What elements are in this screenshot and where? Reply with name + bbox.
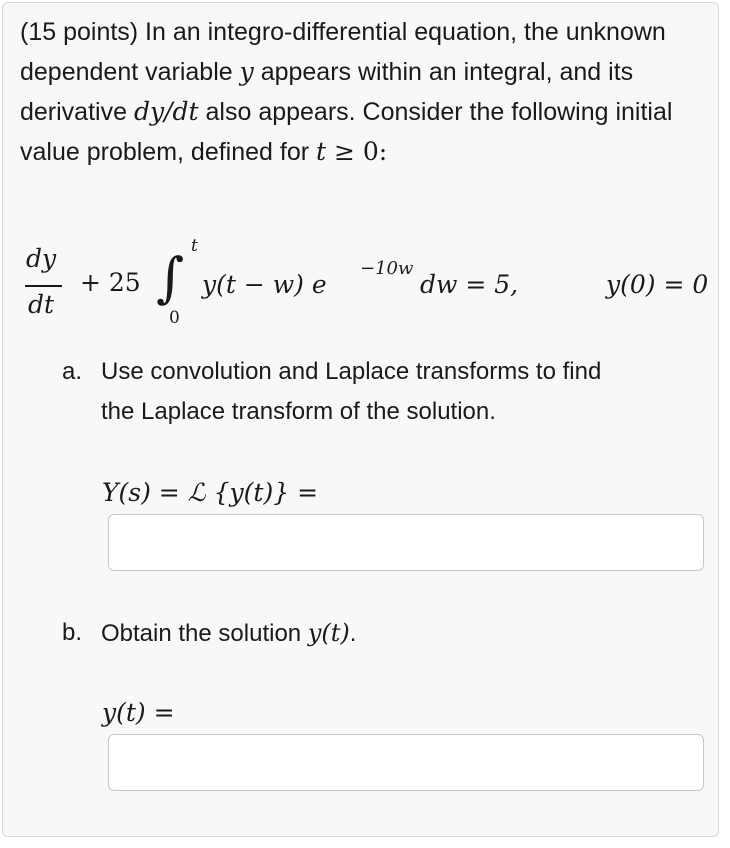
intro-math-y: y <box>239 57 254 86</box>
part-b-label: b. <box>62 619 83 646</box>
exponent: −10w <box>360 258 414 279</box>
plus-coefficient: + 25 <box>80 268 141 297</box>
integral-sign: ∫ <box>156 246 185 309</box>
part-b-math: y(t) <box>307 619 350 647</box>
part-a-text-line1: Use convolution and Laplace transforms to find <box>101 358 602 385</box>
differential-rhs: dw = 5, <box>420 270 519 299</box>
part-a-text-line2: the Laplace transform of the solution. <box>101 398 496 425</box>
intro-math-t: t <box>316 137 327 166</box>
integral-lower-limit: 0 <box>169 308 180 328</box>
integrand: y(t − w) e <box>202 270 327 299</box>
problem-statement <box>20 12 710 172</box>
fraction-bar <box>25 285 62 287</box>
integral-upper-limit: t <box>191 236 198 256</box>
fraction-numerator: dy <box>26 244 57 273</box>
intro-math-condition: ≥ 0: <box>326 137 388 166</box>
integro-differential-equation <box>22 238 728 328</box>
initial-condition: y(0) = 0 <box>606 270 709 299</box>
part-b-answer-label: y(t) = <box>102 698 175 727</box>
intro-text-2: appears within an integral, and its derivative <box>20 58 634 126</box>
part-b-text: Obtain the solution y(t). <box>101 619 357 647</box>
part-a-label: a. <box>62 358 83 385</box>
intro-text-1: (15 points) In an integro-differential equation, the unknown dependent variable <box>20 18 666 86</box>
fraction-denominator: dt <box>28 290 55 319</box>
intro-text-3: also appears. Consider the following initial value problem, defined for <box>20 98 673 166</box>
part-a-answer-label: Y(s) = ℒ {y(t)} = <box>102 478 319 507</box>
part-a-answer-input[interactable] <box>108 514 704 571</box>
part-b-answer-input[interactable] <box>108 734 704 791</box>
intro-math-derivative: dy/dt <box>133 97 199 126</box>
